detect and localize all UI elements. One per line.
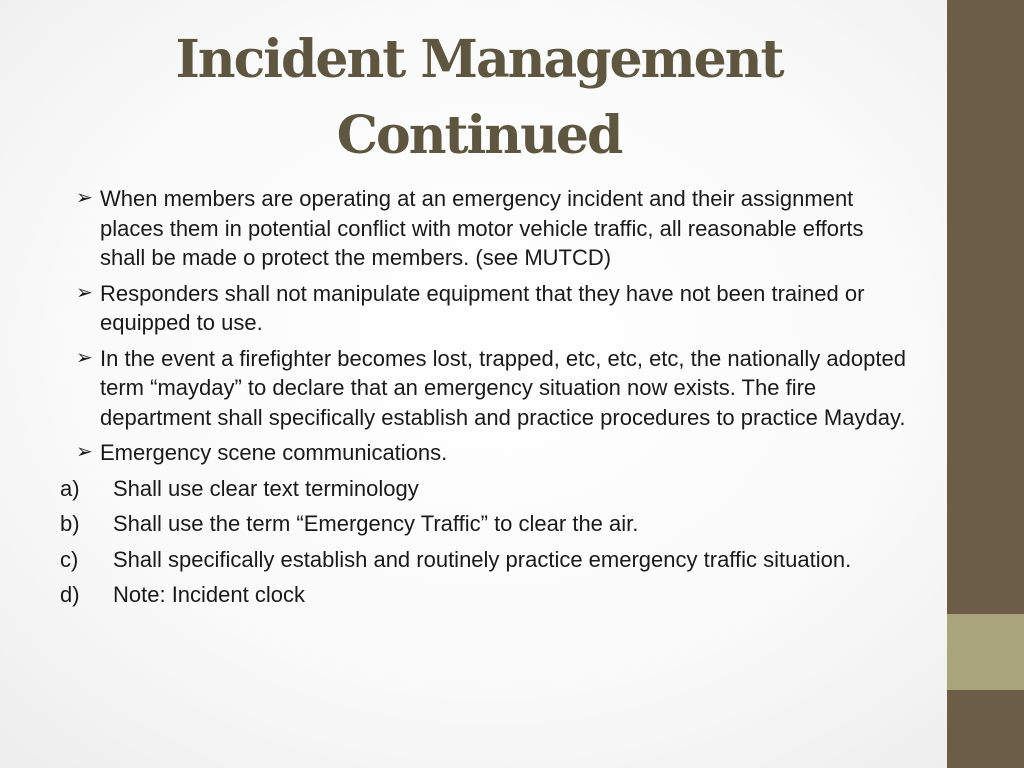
decorative-sidebar-accent [947,614,1024,690]
list-item [58,545,908,575]
bullet-text: When members are operating at an emergency incident and their assignment places them in potential conflict with motor vehicle traffic, all reasonable efforts shall be made o protect the members. (see MUTCD) [100,186,864,270]
arrow-bullet-icon: ➢ [76,346,93,369]
arrow-bullet-icon: ➢ [76,281,93,304]
bullet-item [58,279,908,338]
bullet-item [58,344,908,433]
slide-title [0,22,958,174]
list-marker: b) [60,511,80,536]
list-item [58,580,908,610]
list-text: Shall use the term “Emergency Traffic” to clear the air. [113,511,639,536]
list-item [58,509,908,539]
bullet-text: Responders shall not manipulate equipment that they have not been trained or equipped to use. [100,280,865,335]
list-item [58,474,908,504]
list-marker: d) [60,582,80,607]
arrow-bullet-icon: ➢ [76,441,93,463]
bullet-text: In the event a firefighter becomes lost, trapped, etc, etc, etc, the nationally adopted term “mayday” to declare that an emergency situation now exists. The fire department shall specifically establish and practice procedures to practice Mayday. [100,345,906,430]
list-text: Note: Incident clock [113,582,305,607]
list-marker: c) [60,546,79,572]
list-text: Shall use clear text terminology [113,475,419,501]
bullet-item [58,184,908,273]
arrow-bullet-icon: ➢ [76,187,93,209]
bullet-item [58,438,908,468]
title-line-1: Incident Management [175,29,783,90]
bullet-text: Emergency scene communications. [100,440,448,465]
list-marker: a) [60,475,80,501]
slide-body [58,184,908,616]
title-line-2: Continued [336,105,622,166]
list-text: Shall specifically establish and routinely practice emergency traffic situation. [113,546,852,572]
